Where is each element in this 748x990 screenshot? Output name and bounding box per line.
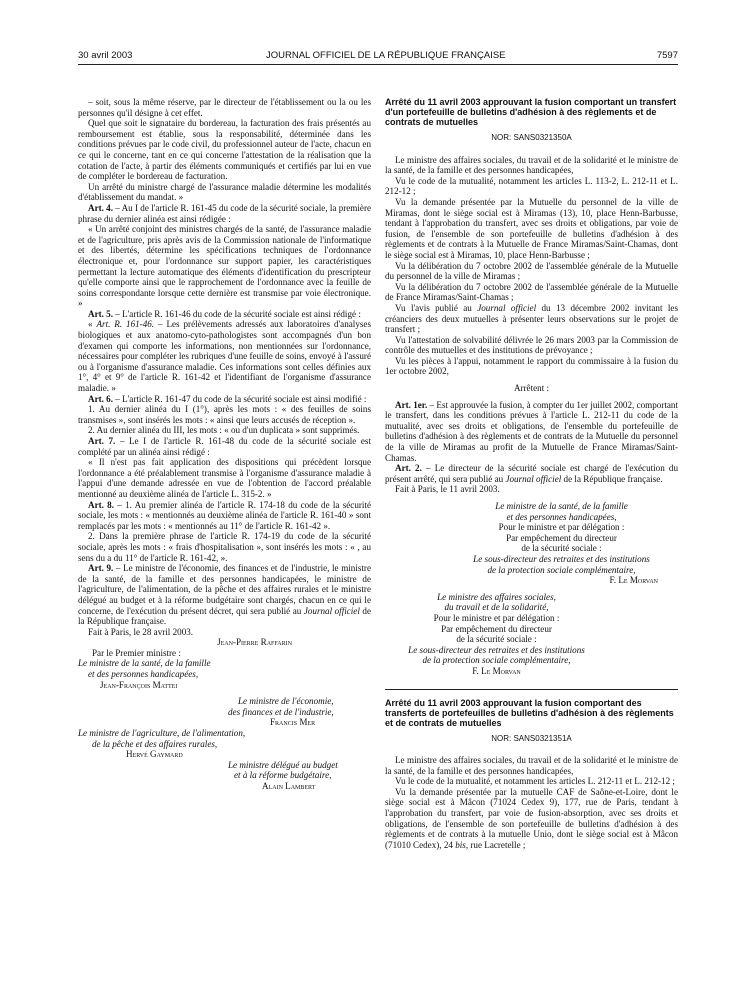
signature-prime-minister: Jean-Pierre Raffarin bbox=[217, 637, 292, 648]
article-1: Art. 1er. – Est approuvée la fusion, à compter du 1er juillet 2002, comportant le transfert, dans les conditions prévues à l'article L. 212-11 du code de la mutualité, avec ses droits et obligations, de l'ensemble du portefeuille de bulletins d'adhésion à des règlements et de contrats de la Mutuelle du personnel de la ville de Miramas au profit de la Mutuelle de France Miramas/Saint-Chamas. bbox=[385, 399, 678, 463]
header-date: 30 avril 2003 bbox=[78, 50, 133, 61]
nor-reference: NOR: SANS0321351A bbox=[491, 733, 572, 743]
signature-line: Le ministre de la santé, de la famille bbox=[78, 658, 211, 669]
fait-a-paris: Fait à Paris, le 11 avril 2003. bbox=[395, 484, 500, 495]
signature-line: de la protection sociale complémentaire, bbox=[422, 655, 571, 666]
paragraph: Vu la demande présentée par la Mutuelle du personnel de la ville de Miramas, dont le siège social est à Miramas (13), 10, place Henn-Barbusse, tendant à l'approbation du transfert, avec ses droits et obligations, par voie de fusion, de l'ensemble de son portefeuille de bulletins d'adhésion à des règlements et de contrats à la Mutuelle de France Miramas/Saint-Chamas, dont le siège social est à Miramas, 10, place Henn-Barbusse ; bbox=[385, 196, 678, 260]
fait-a-paris: Fait à Paris, le 28 avril 2003. bbox=[88, 626, 194, 637]
signature-line: et à la réforme budgétaire, bbox=[234, 770, 332, 781]
signature-line: Par empêchement du directeur bbox=[506, 532, 617, 543]
article-5-quote: « Art. R. 161-46. – Les prélèvements adressés aux laboratoires d'analyses biologiques et aux anatomo-cyto-pathologistes sont accompagnés d'un bon d'examen qui comporte les informations, non mentionnées sur l'ordonnance, nécessaires pour compléter les rubriques d'une feuille de soins, envoyé à l'assuré ou à l'organisme d'assurance maladie. Ces informations sont celles définies aux 1°, 4° et 9° de l'article R. 161-42 et l'identifiant de l'organisme d'assurance maladie. » bbox=[78, 319, 371, 394]
paragraph: Vu le code de la mutualité, notamment les articles L. 113-2, L. 212-11 et L. 212-12 ; bbox=[385, 175, 678, 197]
left-column bbox=[78, 97, 371, 792]
paragraph: Vu l'avis publié au Journal officiel du 13 décembre 2002 invitant les créanciers des deux mutuelles à présenter leurs observations sur le projet de transfert ; bbox=[385, 302, 678, 335]
paragraph: Le ministre des affaires sociales, du travail et de la solidarité et le ministre de la santé, de la famille et des personnes handicapées, bbox=[385, 154, 678, 176]
article-8: Art. 8. – 1. Au premier alinéa de l'article R. 174-18 du code de la sécurité sociale, les mots : « mentionnés au deuxième alinéa de l'article R. 161-40 » sont remplacés par les mots : « mentionnés au 11° de l'article R. 161-42 ». bbox=[78, 499, 371, 531]
signature-name: Francis Mer bbox=[270, 717, 316, 728]
paragraph: Vu la délibération du 7 octobre 2002 de l'assemblée générale de la Mutuelle de France Miramas/Saint-Chamas ; bbox=[385, 281, 678, 303]
article-label: Art. 9. bbox=[88, 563, 114, 574]
signature-name: F. Le Morvan bbox=[472, 665, 521, 676]
paragraph: Quel que soit le signataire du bordereau, la facturation des frais présentés au remboursement est établie, sous la responsabilité, déterminée dans les conditions prévues par le code civil, du professionnel auteur de l'acte, chacun en ce qui le concerne, tant en ce qui concerne l'attestation de la réalisation que la cotation de l'acte, à partir des éléments communiqués et certifiés par lui en vue de compléter le bordereau de facturation. bbox=[78, 118, 371, 182]
article-label: Art. 1er. bbox=[395, 399, 428, 410]
article-label: Art. 5. bbox=[88, 308, 113, 319]
article-label: Art. 8. bbox=[88, 499, 114, 510]
signature-line: du travail et de la solidarité, bbox=[444, 602, 549, 613]
signature-name: Alain Lambert bbox=[262, 781, 316, 791]
section-divider bbox=[385, 689, 678, 690]
signature-line: et des personnes handicapées, bbox=[506, 511, 617, 522]
article-5: Art. 5. – L'article R. 161-46 du code de la sécurité sociale est ainsi rédigé : bbox=[88, 308, 361, 319]
paragraph: Vu la délibération du 7 octobre 2002 de l'assemblée générale de la Mutuelle du personnel de la ville de Miramas ; bbox=[385, 260, 678, 282]
article-label: Art. 7. bbox=[88, 436, 116, 446]
signature-line: des finances et de l'industrie, bbox=[228, 706, 334, 717]
article-2: Art. 2. – Le directeur de la sécurité sociale est chargé de l'exécution du présent arrêté, qui sera publié au Journal officiel de la République française. bbox=[385, 463, 679, 484]
arretent-heading: Arrêtent : bbox=[513, 383, 550, 394]
signature-line: Le ministre de l'économie, bbox=[238, 696, 334, 707]
paragraph: Vu l'attestation de solvabilité délivrée le 26 mars 2003 par la Commission de contrôle des mutuelles et des institutions de prévoyance ; bbox=[385, 334, 678, 356]
signature-name: F. Le Morvan bbox=[609, 575, 658, 586]
header-title: JOURNAL OFFICIEL DE LA RÉPUBLIQUE FRANÇAISE bbox=[266, 50, 506, 61]
header-rule bbox=[78, 64, 678, 65]
signature-line: Pour le ministre et par délégation : bbox=[433, 612, 560, 623]
signature-line: Par le Premier ministre : bbox=[92, 647, 181, 658]
arrete-title: Arrêté du 11 avril 2003 approuvant la fusion comportant des transferts de portefeuilles de bulletins d'adhésion à des règlements et de contrats de mutuelles bbox=[385, 697, 674, 728]
paragraph: Un arrêté du ministre chargé de l'assurance maladie détermine les modalités d'établissement du mandat. » bbox=[78, 181, 371, 203]
article-7: Art. 7. – Le I de l'article R. 161-48 du code de la sécurité sociale est complété par un alinéa ainsi rédigé : bbox=[78, 436, 372, 457]
signature-line: Le sous-directeur des retraites et des institutions bbox=[473, 553, 650, 564]
paragraph: – soit, sous la même réserve, par le directeur de l'établissement ou la ou les personnes qu'il désigne à cet effet. bbox=[78, 97, 371, 118]
signature-line: de la sécurité sociale : bbox=[456, 634, 537, 645]
article-label: Art. 6. bbox=[88, 393, 113, 404]
signature-line: Le ministre délégué au budget bbox=[228, 759, 338, 770]
signature-block bbox=[385, 592, 678, 677]
paragraph: 2. Au dernier alinéa du III, les mots : « ou d'un duplicata » sont supprimés. bbox=[88, 425, 360, 436]
nor-reference: NOR: SANS0321350A bbox=[491, 133, 572, 142]
arrete-title: Arrêté du 11 avril 2003 approuvant la fusion comportant un transfert d'un portefeuille de bulletins d'adhésion à des règlements et de contrats de mutuelles bbox=[385, 97, 677, 127]
paragraph: 1. Au dernier alinéa du I (1°), après les mots : « des feuilles de soins transmises », sont insérés les mots : « ainsi que leurs accusés de réception ». bbox=[78, 404, 371, 425]
right-column bbox=[385, 97, 678, 850]
article-label: Art. 2. bbox=[395, 463, 422, 474]
signature-line: Pour le ministre et par délégation : bbox=[498, 522, 625, 533]
signature-line: de la protection sociale complémentaire, bbox=[487, 564, 636, 575]
signature-name: Hervé Gaymard bbox=[126, 749, 183, 760]
signature-line: de la pêche et des affaires rurales, bbox=[92, 738, 218, 749]
article-4: Art. 4. – Au I de l'article R. 161-45 du code de la sécurité sociale, la première phrase du dernier alinéa est ainsi rédigée : bbox=[78, 202, 372, 224]
article-label: Art. 4. bbox=[88, 202, 114, 213]
signature-line: Le ministre des affaires sociales, bbox=[437, 591, 556, 602]
paragraph: « Un arrêté conjoint des ministres chargés de la santé, de l'assurance maladie et de l'agriculture, pris après avis de la Commission nationale de l'informatique et des libertés, détermine les spécifications techniques de l'ordonnance électronique et, pour l'ordonnance sur support papier, les caractéristiques permettant la lecture automatique des éléments d'identification du prescripteur qu'elle comporte ainsi que le rapprochement de l'ordonnance avec la feuille de soins correspondante lorsque cette dernière est transmise par voie électronique. » bbox=[78, 224, 371, 309]
signature-line: Le sous-directeur des retraites et des institutions bbox=[408, 644, 585, 655]
page-header bbox=[78, 50, 678, 64]
signature-line: de la sécurité sociale : bbox=[521, 543, 602, 554]
signature-line: Le ministre de l'agriculture, de l'alimentation, bbox=[78, 728, 246, 739]
paragraph: 2. Dans la première phrase de l'article R. 174-19 du code de la sécurité sociale, après les mots : « frais d'hospitalisation », sont insérés les mots : « , au sens du a du 11° de l'article R. 161-42, ». bbox=[78, 531, 371, 563]
paragraph: Le ministre des affaires sociales, du travail et de la solidarité et le ministre de la santé, de la famille et des personnes handicapées, bbox=[385, 755, 678, 776]
article-6: Art. 6. – L'article R. 161-47 du code de la sécurité sociale est ainsi modifié : bbox=[88, 393, 367, 404]
signature-name: Jean-François Mattei bbox=[100, 679, 178, 690]
header-page-number: 7597 bbox=[656, 50, 678, 61]
paragraph: Vu le code de la mutualité, et notamment les articles L. 212-11 et L. 212-12 ; bbox=[395, 776, 675, 787]
paragraph: Vu la demande présentée par la mutuelle CAF de Saône-et-Loire, dont le siège social est à Mâcon (71024 Cedex 9), 177, rue de Paris, tendant à l'approbation du transfert, par voie de fusion-absorption, avec ses droits et obligations, de l'ensemble de son portefeuille de bulletins d'adhésion à des règlements et de contrats à la mutuelle Unio, dont le siège social est à Mâcon (71010 Cedex), 24 bis, rue Lacretelle ; bbox=[385, 786, 678, 850]
signature-line: et des personnes handicapées, bbox=[88, 669, 199, 680]
signature-line: Le ministre de la santé, de la famille bbox=[495, 501, 628, 511]
article-9: Art. 9. – Le ministre de l'économie, des finances et de l'industrie, le ministre de la santé, de la famille et des personnes handicapées, le ministre de l'agriculture, de l'alimentation, de la pêche et des affaires rurales et le ministre délégué au budget et à la réforme budgétaire sont chargés, chacun en ce qui le concerne, de l'exécution du présent décret, qui sera publié au Journal officiel de la République française. bbox=[78, 563, 371, 627]
paragraph: Vu les pièces à l'appui, notamment le rapport du commissaire à la fusion du 1er octobre 2002, bbox=[385, 355, 678, 377]
paragraph: « Il n'est pas fait application des dispositions qui précèdent lorsque l'ordonnance a été préalablement transmise à l'organisme d'assurance maladie à l'appui d'une demande adressée en vue de l'obtention de l'accord préalable mentionné au deuxième alinéa de l'article L. 315-2. » bbox=[78, 457, 371, 499]
signature-block bbox=[385, 501, 678, 586]
signature-line: Par empêchement du directeur bbox=[441, 623, 552, 634]
